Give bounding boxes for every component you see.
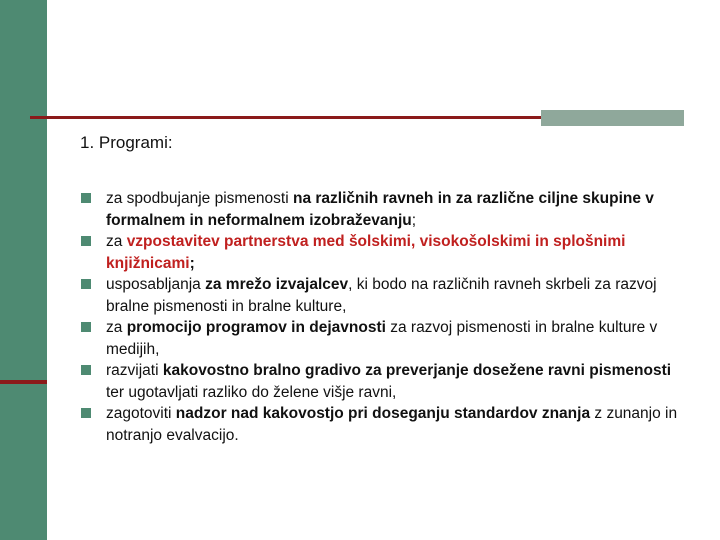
bullet-emphasis: na različnih ravneh in za različne ciljne skupine v formalnem in neformalnem izobraževanju [106, 190, 654, 229]
bullet-text: za [106, 319, 127, 336]
bullet-emphasis: nadzor nad kakovostjo pri doseganju standardov znanja [175, 405, 591, 422]
left-bar-accent-line [0, 380, 47, 384]
bullet-item [80, 317, 680, 360]
bullet-text: , ki bodo na različnih ravneh skrbeli za razvoj bralne pismenosti in bralne kulture, [106, 276, 657, 315]
bullet-item [80, 360, 680, 403]
green-square-bullet-icon [81, 365, 91, 375]
bullet-emphasis: za mrežo izvajalcev [205, 276, 349, 293]
bullet-text: z zunanjo in notranjo evalvacijo. [106, 405, 678, 444]
bullet-emphasis-red: vzpostavitev partnerstva med šolskimi, visokošolskimi in splošnimi knjižnicami [106, 233, 626, 272]
bullet-text: za razvoj pismenosti in bralne kulture v medijih, [106, 319, 658, 358]
bullet-emphasis: promocijo programov in dejavnosti [126, 319, 386, 336]
bullet-text: ter ugotavljati razliko do želene višje ravni, [106, 383, 397, 401]
bullet-emphasis: kakovostno bralno gradivo za preverjanje dosežene ravni pismenosti [162, 362, 672, 379]
bullet-text: ; [189, 254, 195, 272]
bullet-text: ; [411, 211, 417, 229]
bullet-text: za spodbujanje pismenosti [106, 190, 293, 207]
bullet-item [80, 231, 680, 274]
green-square-bullet-icon [81, 408, 91, 418]
bullet-list [80, 188, 680, 446]
green-square-bullet-icon [81, 279, 91, 289]
bullet-text: usposabljanja [106, 276, 206, 293]
bullet-text: za [106, 233, 127, 250]
corner-accent-block [541, 110, 684, 126]
bullet-text: zagotoviti [106, 405, 176, 422]
green-square-bullet-icon [81, 322, 91, 332]
bullet-text: razvijati [106, 362, 163, 379]
left-decorative-bar [0, 0, 47, 540]
bullet-item [80, 188, 680, 231]
green-square-bullet-icon [81, 193, 91, 203]
slide-title: 1. Programi: [80, 133, 173, 152]
bullet-item [80, 274, 680, 317]
bullet-item [80, 403, 680, 446]
green-square-bullet-icon [81, 236, 91, 246]
